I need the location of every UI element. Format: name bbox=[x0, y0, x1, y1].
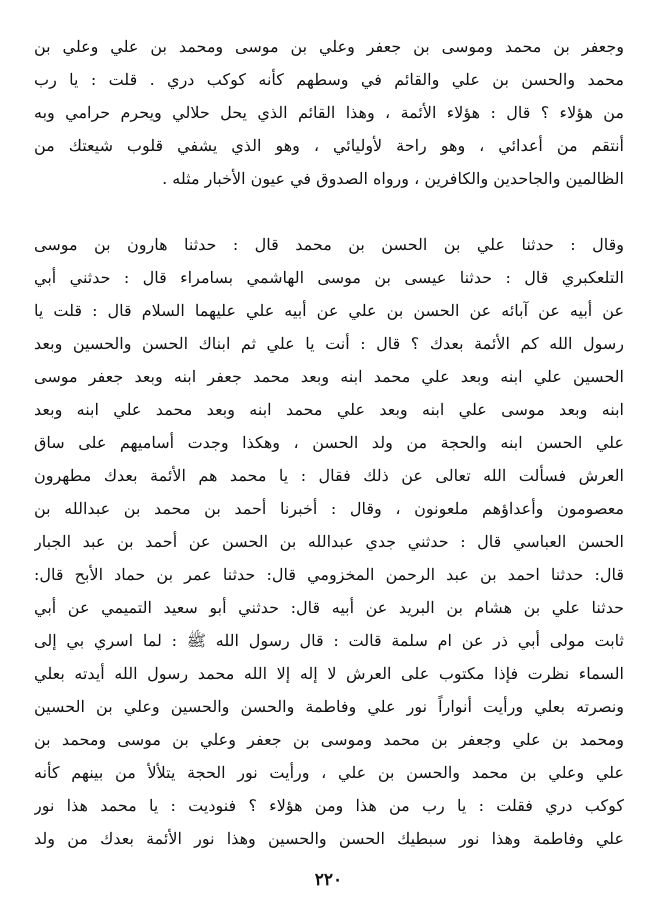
text-line: التلعكبري قال : حدثنا عيسى بن موسى الهاشمي بسامراء قال : حدثني أبي bbox=[34, 268, 624, 287]
text-line: الظالمين والجاحدين والكافرين ، ورواه الصدوق في عيون الأخبار مثله . bbox=[162, 169, 624, 188]
text-line: أنتقم من أعدائي ، وهو راحة لأوليائي ، وهو الذي يشفي قلوب شيعتك من bbox=[34, 136, 624, 155]
text-line: محمد والحسن بن علي والقائم في وسطهم كأنه كوكب دري . قلت : يا رب bbox=[34, 70, 624, 89]
text-line: من هؤلاء ؟ قال : هؤلاء الأئمة ، وهذا القائم الذي يحل حلالي ويحرم حرامي وبه bbox=[34, 103, 624, 122]
text-line: قال: حدثنا احمد بن عبد الرحمن المخزومي قال: حدثنا عمر بن حماد الأبح قال: bbox=[34, 565, 624, 584]
text-line: العرش فسألت الله تعالى عن ذلك فقال : يا محمد هم الأئمة بعدك مطهرون bbox=[34, 466, 624, 485]
text-line: الحسن العباسي قال : حدثني جدي عبدالله بن الحسن عن أحمد بن عبد الجبار bbox=[34, 532, 624, 551]
text-line: علي وفاطمة وهذا نور سبطيك الحسن والحسين وهذا نور الأئمة بعدك من ولد bbox=[34, 829, 624, 848]
text-line: وجعفر بن محمد وموسى بن جعفر وعلي بن موسى ومحمد بن علي وعلي بن bbox=[34, 37, 624, 56]
text-line: السماء نظرت فإذا مكتوب على العرش لا إله إلا الله محمد رسول الله أيدته بعلي bbox=[34, 664, 624, 683]
text-line: علي وعلي بن محمد والحسن بن علي ، ورأيت نور الحجة يتلألأ من بينهم كأنه bbox=[34, 763, 624, 782]
text-line: علي الحسن ابنه والحجة من ولد الحسن ، وهكذا وجدت أساميهم على ساق bbox=[34, 433, 624, 452]
text-line: ثابت مولى أبي ذر عن ام سلمة قالت : قال رسول الله ﷺ : لما اسري بي إلى bbox=[34, 631, 624, 650]
text-line: كوكب دري فقلت : يا رب من هذا ومن هؤلاء ؟ فنوديت : يا محمد هذا نور bbox=[34, 796, 624, 815]
text-line: ومحمد بن علي وجعفر بن محمد وموسى بن جعفر وعلي بن موسى ومحمد بن bbox=[34, 730, 624, 749]
text-line: رسول الله كم الأئمة بعدك ؟ قال : أنت يا علي ثم ابناك الحسن والحسين وبعد bbox=[34, 334, 624, 353]
paragraph-1 bbox=[34, 30, 624, 195]
text-line: حدثنا علي بن هشام بن البريد عن أبيه قال: حدثني أبو سعيد التميمي عن أبي bbox=[34, 598, 624, 617]
text-line: عن أبيه عن آبائه عن الحسن بن علي عن أبيه علي عليهما السلام قال : قلت يا bbox=[34, 301, 624, 320]
page-number: ٢٢٠ bbox=[314, 870, 343, 890]
text-line: معصومون وأعداؤهم ملعونون ، وقال : أخبرنا أحمد بن محمد بن عبدالله بن bbox=[34, 499, 624, 518]
paragraph-2 bbox=[34, 228, 624, 855]
text-line: وقال : حدثنا علي بن الحسن بن محمد قال : حدثنا هارون بن موسى bbox=[34, 235, 624, 254]
text-line: ونصرته بعلي ورأيت أنواراً نور علي وفاطمة والحسن والحسين وعلي بن الحسين bbox=[34, 697, 624, 716]
text-line: ابنه وبعد موسى علي ابنه وبعد علي محمد ابنه وبعد محمد علي ابنه وبعد bbox=[34, 400, 624, 419]
text-line: الحسين علي ابنه وبعد علي محمد ابنه وبعد محمد جعفر ابنه وبعد جعفر موسى bbox=[34, 367, 624, 386]
